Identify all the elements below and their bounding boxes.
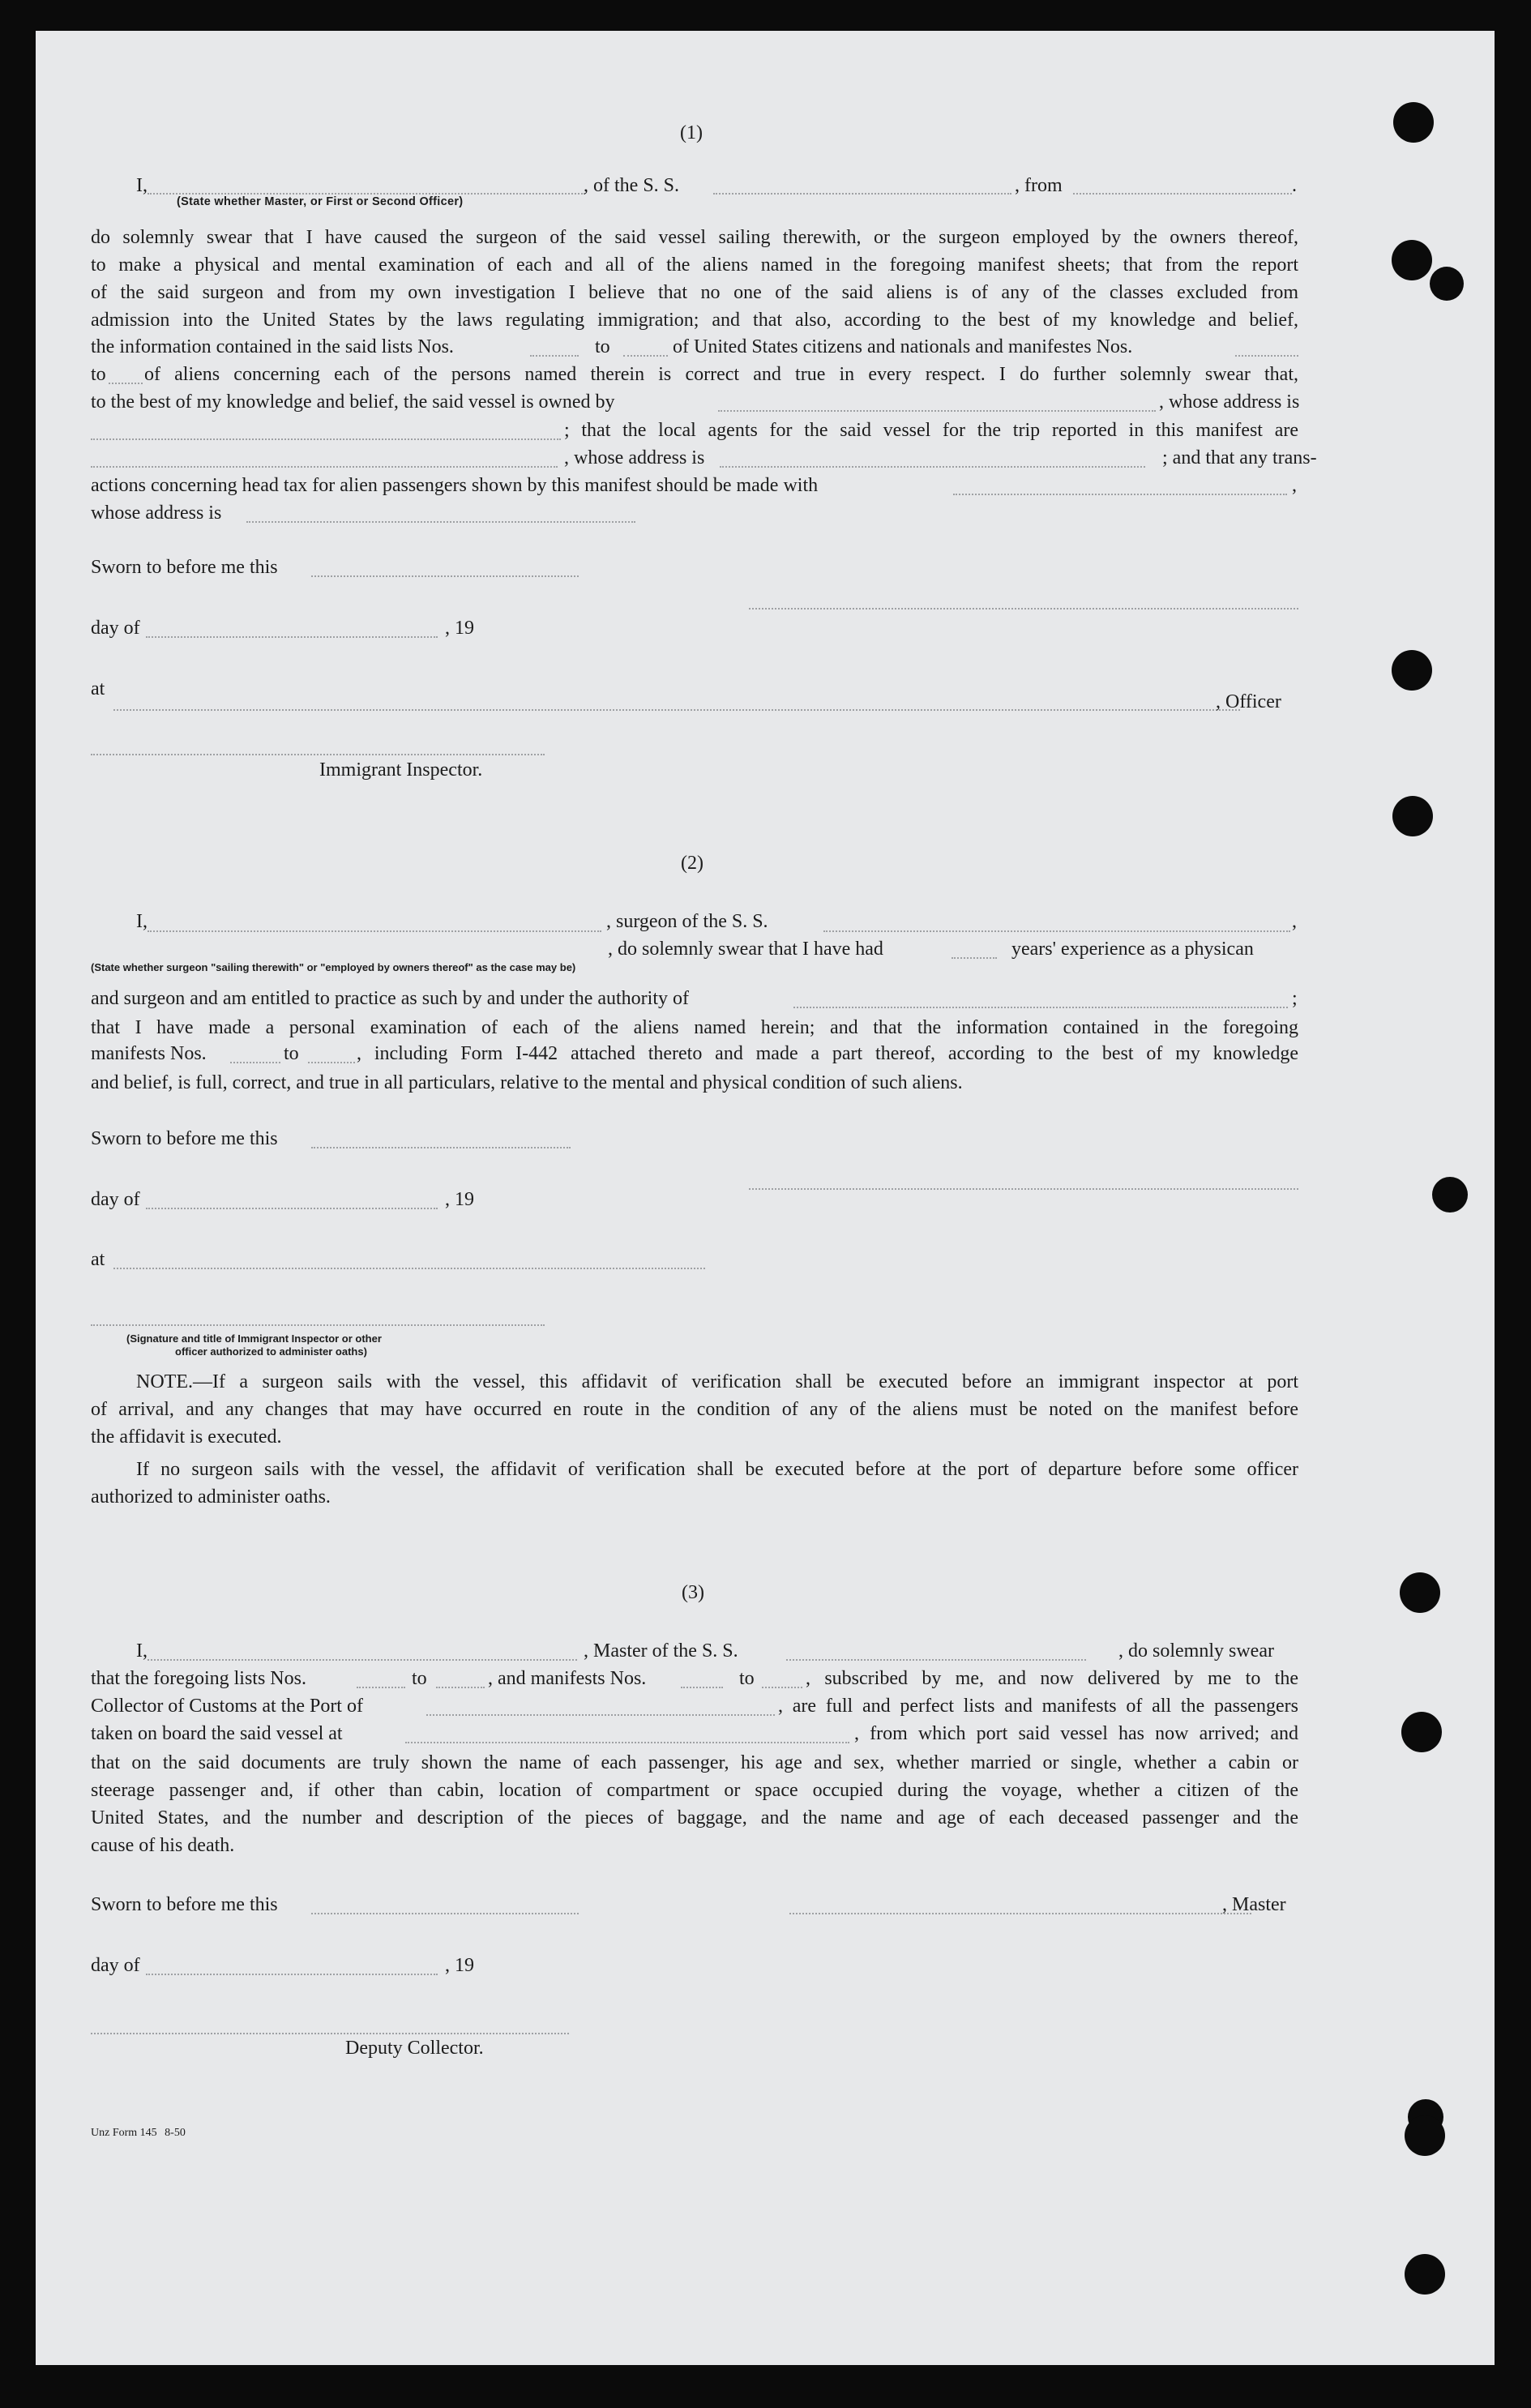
comma-mark-2: , xyxy=(1292,911,1297,932)
master-name-field[interactable] xyxy=(148,1659,577,1661)
aliens-to-label: to xyxy=(91,364,106,385)
s2-inspector-signature-field[interactable] xyxy=(91,1324,545,1326)
port-field[interactable] xyxy=(426,1714,775,1716)
s3-lists-to-label: to xyxy=(412,1668,427,1689)
years-experience-field[interactable] xyxy=(952,957,997,959)
of-the-ss-label: , of the S. S. xyxy=(584,175,680,196)
punch-hole xyxy=(1401,1712,1442,1752)
vessel-name-field[interactable] xyxy=(713,193,1011,195)
s1-year-label: , 19 xyxy=(445,618,474,639)
s2-manifests-to-label: to xyxy=(284,1043,299,1064)
authority-field[interactable] xyxy=(793,1007,1288,1008)
from-label: , from xyxy=(1015,175,1063,196)
owned-by-text: to the best of my knowledge and belief, the said vessel is owned by xyxy=(91,391,615,413)
s2-month-field[interactable] xyxy=(146,1208,438,1209)
manifest-affidavit-page xyxy=(36,31,1495,2365)
lists-nos-label: the information contained in the said lists Nos. xyxy=(91,336,454,357)
s2-exam-line: that I have made a personal examination of each of the aliens named herein; and that the information contained in the foregoing xyxy=(91,1017,1298,1038)
local-agents-field[interactable] xyxy=(91,466,558,468)
punch-hole xyxy=(1405,2115,1445,2156)
owner-address-field[interactable] xyxy=(91,438,561,440)
form-i442-text: , including Form I-442 attached thereto and made a part thereof, according to the best of my knowledge xyxy=(357,1043,1298,1064)
form-number xyxy=(91,2127,186,2140)
s3-line-1: that on the said documents are truly shown the name of each passenger, his age and sex, whether married or single, whether a cabin or xyxy=(91,1752,1298,1773)
s1-signature-field[interactable] xyxy=(749,608,1298,609)
section-3-i-label: I, xyxy=(136,1640,148,1662)
years-experience-label: years' experience as a physican xyxy=(1011,939,1254,960)
punch-hole xyxy=(1393,102,1434,143)
s1-sworn-date-field[interactable] xyxy=(311,575,579,577)
lists-from-field[interactable] xyxy=(530,355,579,357)
s3-manifests-from-field[interactable] xyxy=(681,1687,723,1688)
s2-manifests-from-field[interactable] xyxy=(230,1062,280,1063)
immigrant-inspector-label: Immigrant Inspector. xyxy=(319,759,483,781)
semicolon-mark: ; xyxy=(1292,988,1298,1009)
surgeon-of-label: , surgeon of the S. S. xyxy=(606,911,768,932)
s3-sworn-date-field[interactable] xyxy=(311,1913,579,1914)
head-tax-address-field[interactable] xyxy=(246,521,635,523)
s1-at-field[interactable] xyxy=(113,709,1240,711)
s1-at-label: at xyxy=(91,678,105,699)
s2-sworn-date-field[interactable] xyxy=(311,1147,571,1148)
head-tax-text: actions concerning head tax for alien passengers shown by this manifest should be made with xyxy=(91,475,819,496)
manifests-to-field[interactable] xyxy=(109,383,143,384)
s3-lists-label: that the foregoing lists Nos. xyxy=(91,1668,306,1689)
full-lists-text: , are full and perfect lists and manifests of all the passengers xyxy=(778,1696,1298,1717)
s2-manifests-label: manifests Nos. xyxy=(91,1043,207,1064)
period-mark: . xyxy=(1292,175,1297,196)
punch-hole xyxy=(1405,2254,1445,2295)
whose-address-label-3: whose address is xyxy=(91,503,222,524)
agents-address-field[interactable] xyxy=(720,466,1145,468)
citizens-manifests-label: of United States citizens and nationals and manifestes Nos. xyxy=(673,336,1133,357)
s1-line-1: do solemnly swear that I have caused the surgeon of the said vessel sailing therewith, or the surgeon employed by the owners thereof, xyxy=(91,227,1298,248)
section-2-number: (2) xyxy=(681,853,703,874)
manifests-from-field[interactable] xyxy=(1235,355,1298,357)
inspector-signature-field[interactable] xyxy=(91,754,545,755)
form-id: Unz Form 145 xyxy=(91,2127,157,2139)
section-1-number: (1) xyxy=(680,122,703,143)
surgeon-name-field[interactable] xyxy=(148,930,601,932)
s1-line-2: to make a physical and mental examination of each and all of the aliens named in the foregoing manifest sheets; that from the report xyxy=(91,254,1298,276)
section-2-i-label: I, xyxy=(136,911,148,932)
s3-vessel-field[interactable] xyxy=(786,1659,1086,1661)
aliens-concerning-text: of aliens concerning each of the persons named therein is correct and true in every respect. I do further solemnly swear that, xyxy=(144,364,1298,385)
s1-line-3: of the said surgeon and from my own investigation I believe that no one of the said aliens is of any of the classes excluded from xyxy=(91,282,1298,303)
s3-sworn-label: Sworn to before me this xyxy=(91,1894,278,1915)
authority-text: and surgeon and am entitled to practice as such by and under the authority of xyxy=(91,988,689,1009)
s3-manifests-label: , and manifests Nos. xyxy=(488,1668,647,1689)
s3-line-4: cause of his death. xyxy=(91,1835,235,1856)
s1-day-of-label: day of xyxy=(91,618,140,639)
master-signature-field[interactable] xyxy=(789,1913,1251,1914)
punch-hole xyxy=(1392,650,1432,691)
s1-sworn-label: Sworn to before me this xyxy=(91,557,278,578)
s3-lists-to-field[interactable] xyxy=(436,1687,485,1688)
s2-year-label: , 19 xyxy=(445,1189,474,1210)
officer-name-field[interactable] xyxy=(148,193,585,195)
punch-hole xyxy=(1392,796,1433,836)
s1-line-4: admission into the United States by the laws regulating immigration; and that also, according to the best of my knowledge and belief, xyxy=(91,310,1298,331)
any-trans-text: ; and that any trans- xyxy=(1162,447,1317,468)
surgeon-swear-label: , do solemnly swear that I have had xyxy=(608,939,883,960)
punch-hole xyxy=(1400,1572,1440,1613)
s3-day-of-label: day of xyxy=(91,1955,140,1976)
subscribed-text: , subscribed by me, and now delivered by me to the xyxy=(806,1668,1298,1689)
s3-manifests-to-label: to xyxy=(739,1668,755,1689)
signature-note-line-2: officer authorized to administer oaths) xyxy=(175,1345,367,1358)
lists-to-field[interactable] xyxy=(623,355,668,357)
s3-lists-from-field[interactable] xyxy=(357,1687,405,1688)
s2-signature-field[interactable] xyxy=(749,1188,1298,1190)
note-line-2: of arrival, and any changes that may have occurred en route in the condition of any of the aliens must be noted on the manifest before xyxy=(91,1399,1298,1420)
master-of-label: , Master of the S. S. xyxy=(584,1640,738,1662)
s3-line-2: steerage passenger and, if other than cabin, location of compartment or space occupied during the voyage, whether a citizen of the xyxy=(91,1780,1298,1801)
whose-address-label: , whose address is xyxy=(1159,391,1300,413)
punch-hole xyxy=(1430,267,1464,301)
s3-year-label: , 19 xyxy=(445,1955,474,1976)
punch-hole xyxy=(1432,1177,1468,1213)
section-1-i-label: I, xyxy=(136,175,148,196)
note-line-1: NOTE.—If a surgeon sails with the vessel, this affidavit of verification shall be executed before an immigrant inspector at port xyxy=(136,1371,1298,1392)
section-3-number: (3) xyxy=(682,1582,704,1603)
collector-label: Collector of Customs at the Port of xyxy=(91,1696,363,1717)
s2-vessel-field[interactable] xyxy=(823,930,1290,932)
s2-sworn-label: Sworn to before me this xyxy=(91,1128,278,1149)
s1-month-field[interactable] xyxy=(146,636,438,638)
punch-hole xyxy=(1392,240,1432,280)
s2-manifests-to-field[interactable] xyxy=(308,1062,355,1063)
owner-field[interactable] xyxy=(718,410,1156,412)
s3-month-field[interactable] xyxy=(146,1974,438,1975)
lists-to-label: to xyxy=(595,336,610,357)
no-surgeon-line-2: authorized to administer oaths. xyxy=(91,1486,331,1508)
note-line-3: the affidavit is executed. xyxy=(91,1426,282,1448)
from-port-text: , from which port said vessel has now arrived; and xyxy=(854,1723,1298,1744)
no-surgeon-line-1: If no surgeon sails with the vessel, the affidavit of verification shall be executed before at the port of departure before some officer xyxy=(136,1459,1298,1480)
s2-at-field[interactable] xyxy=(113,1268,705,1269)
boarding-port-field[interactable] xyxy=(405,1742,849,1743)
s3-line-3: United States, and the number and description of the pieces of baggage, and the name and age of each deceased passenger and the xyxy=(91,1807,1298,1828)
s2-day-of-label: day of xyxy=(91,1189,140,1210)
surgeon-note: (State whether surgeon "sailing therewith" or "employed by owners thereof" as the case may be) xyxy=(91,961,576,973)
s2-at-label: at xyxy=(91,1249,105,1270)
officer-label: , Officer xyxy=(1216,691,1281,712)
whose-address-label-2: , whose address is xyxy=(564,447,705,468)
from-port-field[interactable] xyxy=(1073,193,1292,195)
deputy-collector-label: Deputy Collector. xyxy=(345,2038,484,2059)
master-label: , Master xyxy=(1222,1894,1286,1915)
form-date: 8-50 xyxy=(165,2127,186,2139)
local-agents-text: ; that the local agents for the said vessel for the trip reported in this manifest are xyxy=(564,420,1298,441)
s2-belief-line: and belief, is full, correct, and true in all particulars, relative to the mental and physical condition of such aliens. xyxy=(91,1072,963,1093)
deputy-signature-field[interactable] xyxy=(91,2033,569,2034)
s3-manifests-to-field[interactable] xyxy=(762,1687,802,1688)
signature-note-line-1: (Signature and title of Immigrant Inspector or other xyxy=(126,1332,382,1345)
do-swear-label: , do solemnly swear xyxy=(1118,1640,1274,1662)
comma-mark: , xyxy=(1292,475,1297,496)
head-tax-agent-field[interactable] xyxy=(953,494,1287,495)
taken-on-board-label: taken on board the said vessel at xyxy=(91,1723,343,1744)
officer-note: (State whether Master, or First or Second Officer) xyxy=(177,195,464,208)
